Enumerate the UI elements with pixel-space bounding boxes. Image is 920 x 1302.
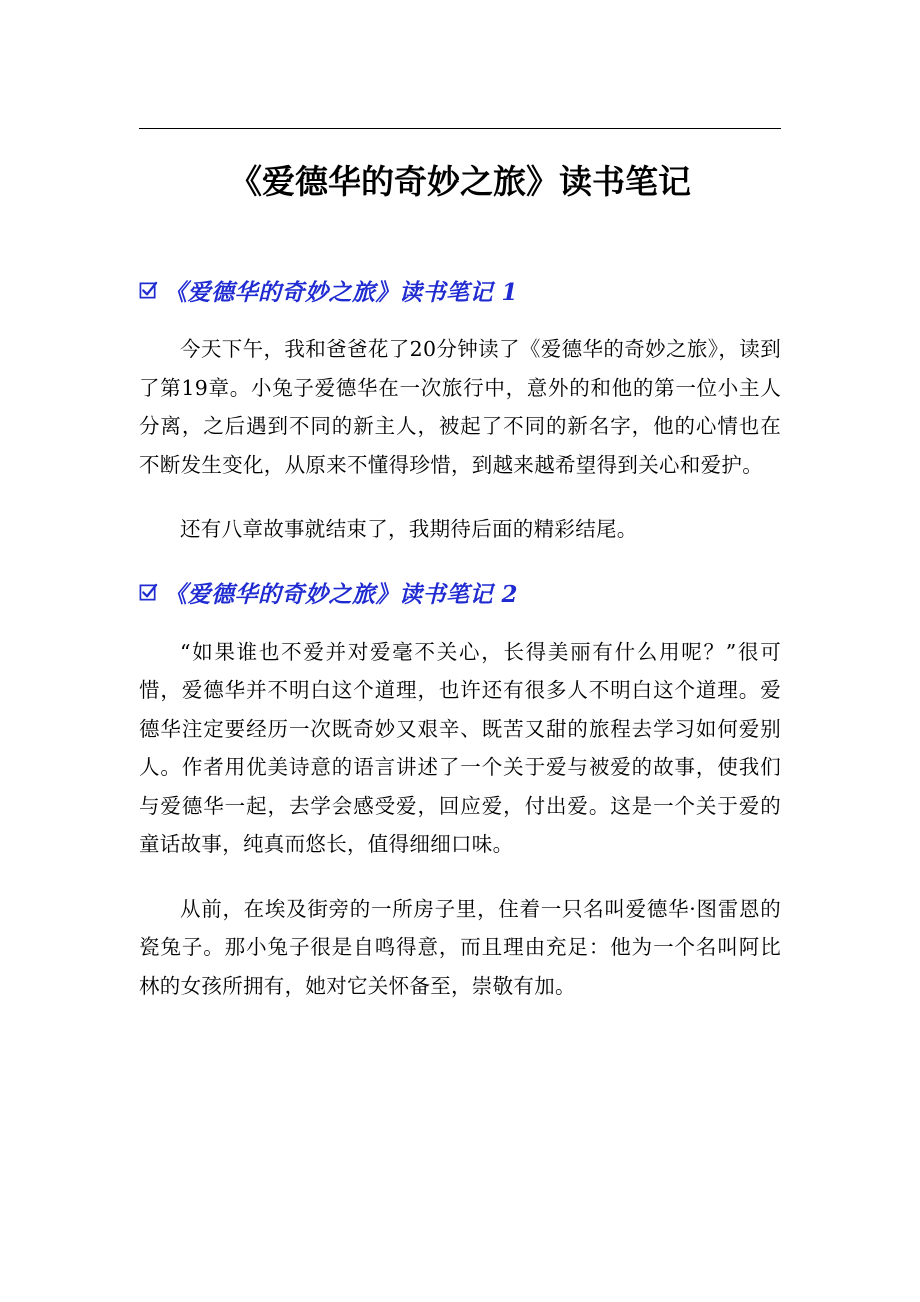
header-rule	[139, 128, 781, 129]
document-body	[139, 270, 781, 1005]
checkbox-checked-icon	[139, 281, 158, 300]
paragraph: 还有八章故事就结束了，我期待后面的精彩结尾。	[180, 517, 638, 541]
section-heading-1	[139, 270, 781, 310]
section-heading-text: 《爱德华的奇妙之旅》读书笔记 1	[164, 278, 519, 306]
paragraph: 今天下午，我和爸爸花了20分钟读了《爱德华的奇妙之旅》，读到了第19章。小兔子爱德华在一次旅行中，意外的和他的第一位小主人分离，之后遇到不同的新主人，被起了不同的新名字，他的心情也在不断发生变化，从原来不懂得珍惜，到越来越希望得到关心和爱护。	[139, 337, 781, 477]
checkbox-checked-icon	[139, 583, 158, 602]
section-heading-2	[139, 573, 781, 613]
paragraph: “如果谁也不爱并对爱毫不关心，长得美丽有什么用呢？”很可惜，爱德华并不明白这个道理，也许还有很多人不明白这个道理。爱德华注定要经历一次既奇妙又艰辛、既苦又甜的旅程去学习如何爱别人。作者用优美诗意的语言讲述了一个关于爱与被爱的故事，使我们与爱德华一起，去学会感受爱，回应爱，付出爱。这是一个关于爱的童话故事，纯真而悠长，值得细细口味。	[139, 639, 781, 856]
document-title: 《爱德华的奇妙之旅》读书笔记	[229, 162, 691, 201]
section-heading-text: 《爱德华的奇妙之旅》读书笔记 2	[164, 581, 519, 608]
paragraph: 从前，在埃及街旁的一所房子里，住着一只名叫爱德华·图雷恩的瓷兔子。那小兔子很是自鸣得意，而且理由充足：他为一个名叫阿比林的女孩所拥有，她对它关怀备至，崇敬有加。	[139, 896, 781, 998]
